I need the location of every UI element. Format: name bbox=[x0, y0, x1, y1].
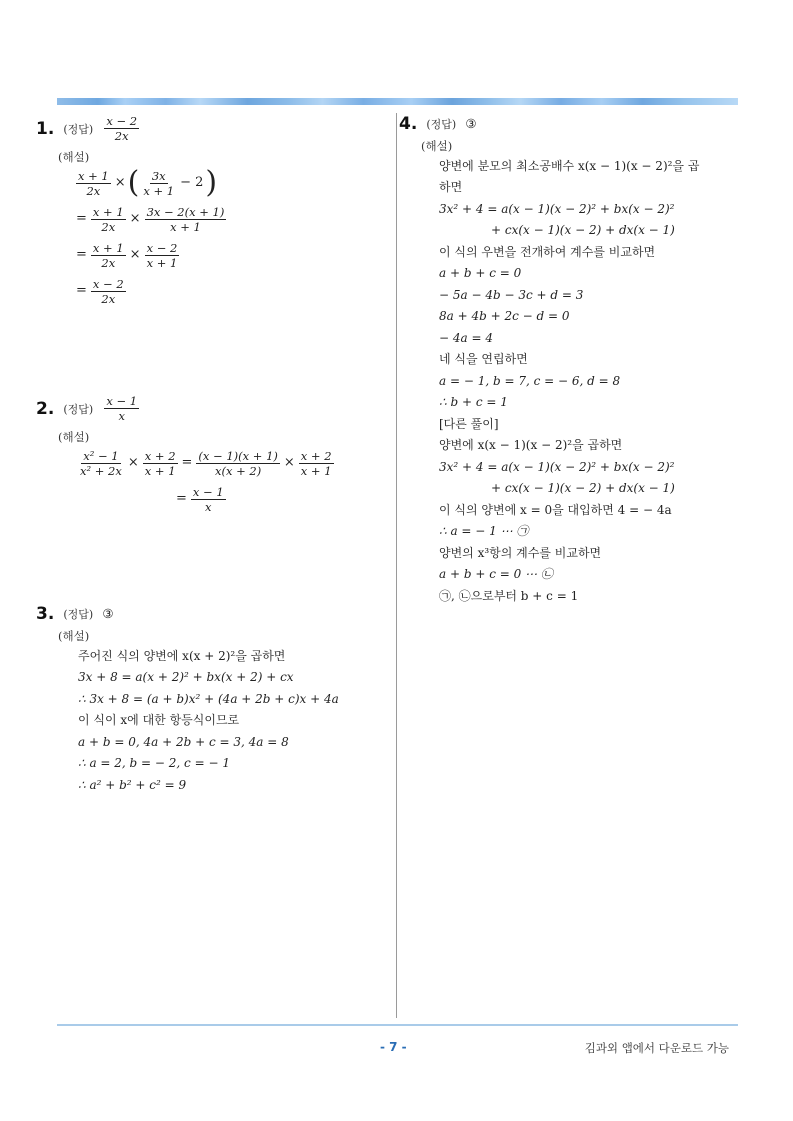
answer-fraction: $\frac{x - 1}{x}$ bbox=[106, 394, 138, 423]
problem-number: 1. bbox=[36, 118, 55, 139]
solution-line: ∴ b + c = 1 bbox=[439, 395, 508, 409]
solution-line: a + b + c = 0 ⋯ ㉡ bbox=[439, 567, 553, 581]
solution-lines bbox=[78, 646, 339, 797]
solution-line: ∴ 3x + 8 = (a + b)x² + (4a + 2b + c)x + 4a bbox=[78, 691, 339, 706]
solution-line: ∴ a = − 1 ⋯ ㉠ bbox=[439, 524, 529, 538]
solution-line: 양변의 x³항의 계수를 비교하면 bbox=[439, 545, 602, 560]
problem-4-header bbox=[399, 113, 699, 134]
step-1: $\frac{x + 1}{2x}$ × ( $\frac{3x}{x + 1}$ − 2 ) bbox=[78, 165, 218, 200]
solution-line: 3x² + 4 = a(x − 1)(x − 2)² + bx(x − 2)² bbox=[439, 201, 675, 216]
footer-rule bbox=[57, 1024, 738, 1026]
problem-4 bbox=[399, 113, 699, 607]
problem-3-header bbox=[36, 603, 339, 624]
solution-line: ∴ a = 2, b = − 2, c = − 1 bbox=[78, 756, 230, 770]
problem-1-header bbox=[36, 114, 228, 143]
problem-number: 3. bbox=[36, 603, 55, 624]
solution-steps bbox=[76, 445, 336, 517]
solution-line: − 5a − 4b − 3c + d = 3 bbox=[439, 287, 584, 302]
solution-steps bbox=[74, 165, 228, 309]
solution-line: ∴ a² + b² + c² = 9 bbox=[78, 777, 187, 792]
step-2: = $\frac{x - 1}{x}$ bbox=[176, 484, 224, 514]
explanation-label: (해설) bbox=[58, 628, 90, 643]
solution-line: + cx(x − 1)(x − 2) + dx(x − 1) bbox=[491, 223, 675, 237]
solution-line: 네 식을 연립하면 bbox=[439, 352, 528, 366]
problem-number: 2. bbox=[36, 398, 55, 419]
solution-line: 이 식의 우변을 전개하여 계수를 비교하면 bbox=[439, 244, 656, 259]
solution-line: 이 식의 양변에 x = 0을 대입하면 4 = − 4a bbox=[439, 502, 672, 517]
solution-line: 8a + 4b + 2c − d = 0 bbox=[439, 309, 570, 323]
answer-fraction: $\frac{x - 2}{2x}$ bbox=[106, 114, 138, 143]
answer-label: (정답) bbox=[63, 607, 94, 621]
solution-line: − 4a = 4 bbox=[439, 330, 493, 345]
explanation-label: (해설) bbox=[421, 138, 453, 153]
alternate-solution-heading: [다른 풀이] bbox=[439, 416, 499, 431]
solution-line: 3x² + 4 = a(x − 1)(x − 2)² + bx(x − 2)² bbox=[439, 459, 675, 474]
column-divider bbox=[396, 113, 397, 1018]
answer-label: (정답) bbox=[63, 402, 94, 416]
solution-lines bbox=[439, 156, 699, 608]
problem-3 bbox=[36, 603, 339, 796]
solution-line: 3x + 8 = a(x + 2)² + bx(x + 2) + cx bbox=[78, 670, 294, 684]
problem-number: 4. bbox=[399, 113, 418, 134]
step-2: = $\frac{x + 1}{2x}$ × $\frac{3x - 2(x + 1)}{x + 1}$ bbox=[76, 204, 225, 234]
step-3: = $\frac{x + 1}{2x}$ × $\frac{x - 2}{x + 1}$ bbox=[76, 240, 178, 270]
solution-line: 주어진 식의 양변에 x(x + 2)²을 곱하면 bbox=[78, 648, 286, 663]
answer-choice: ③ bbox=[465, 116, 477, 131]
explanation-label: (해설) bbox=[58, 430, 90, 444]
solution-line: + cx(x − 1)(x − 2) + dx(x − 1) bbox=[491, 481, 675, 495]
solution-line: a + b + c = 0 bbox=[439, 266, 522, 280]
page-number: - 7 - bbox=[380, 1040, 407, 1054]
header-decorative-bar bbox=[57, 98, 738, 105]
solution-line: 양변에 분모의 최소공배수 x(x − 1)(x − 2)²을 곱 bbox=[439, 158, 700, 173]
answer-label: (정답) bbox=[63, 122, 94, 136]
answer-label: (정답) bbox=[426, 117, 457, 131]
solution-line: ㉠, ㉡으로부터 b + c = 1 bbox=[439, 588, 579, 603]
solution-line: 양변에 x(x − 1)(x − 2)²을 곱하면 bbox=[439, 438, 623, 452]
solution-line: 하면 bbox=[439, 180, 463, 194]
problem-1 bbox=[36, 114, 228, 309]
footer-note: 김과외 앱에서 다운로드 가능 bbox=[584, 1041, 729, 1055]
problem-2-header bbox=[36, 394, 336, 423]
explanation-label: (해설) bbox=[58, 150, 90, 164]
step-1: $\frac{\text{x² − 1}}{\text{x² + 2x}}$ × $\frac{x + 2}{x + 1}$ = $\frac{(x - 1)(x + 1)}{x(x + 2)}$ × $\frac{x + 2}{x + 1}$ bbox=[80, 448, 332, 478]
step-4: = $\frac{x - 2}{2x}$ bbox=[76, 276, 124, 306]
answer-choice: ③ bbox=[102, 606, 114, 621]
solution-line: a + b = 0, 4a + 2b + c = 3, 4a = 8 bbox=[78, 734, 289, 749]
solution-line: 이 식이 x에 대한 항등식이므로 bbox=[78, 713, 240, 727]
solution-line: a = − 1, b = 7, c = − 6, d = 8 bbox=[439, 373, 621, 388]
problem-2 bbox=[36, 394, 336, 517]
